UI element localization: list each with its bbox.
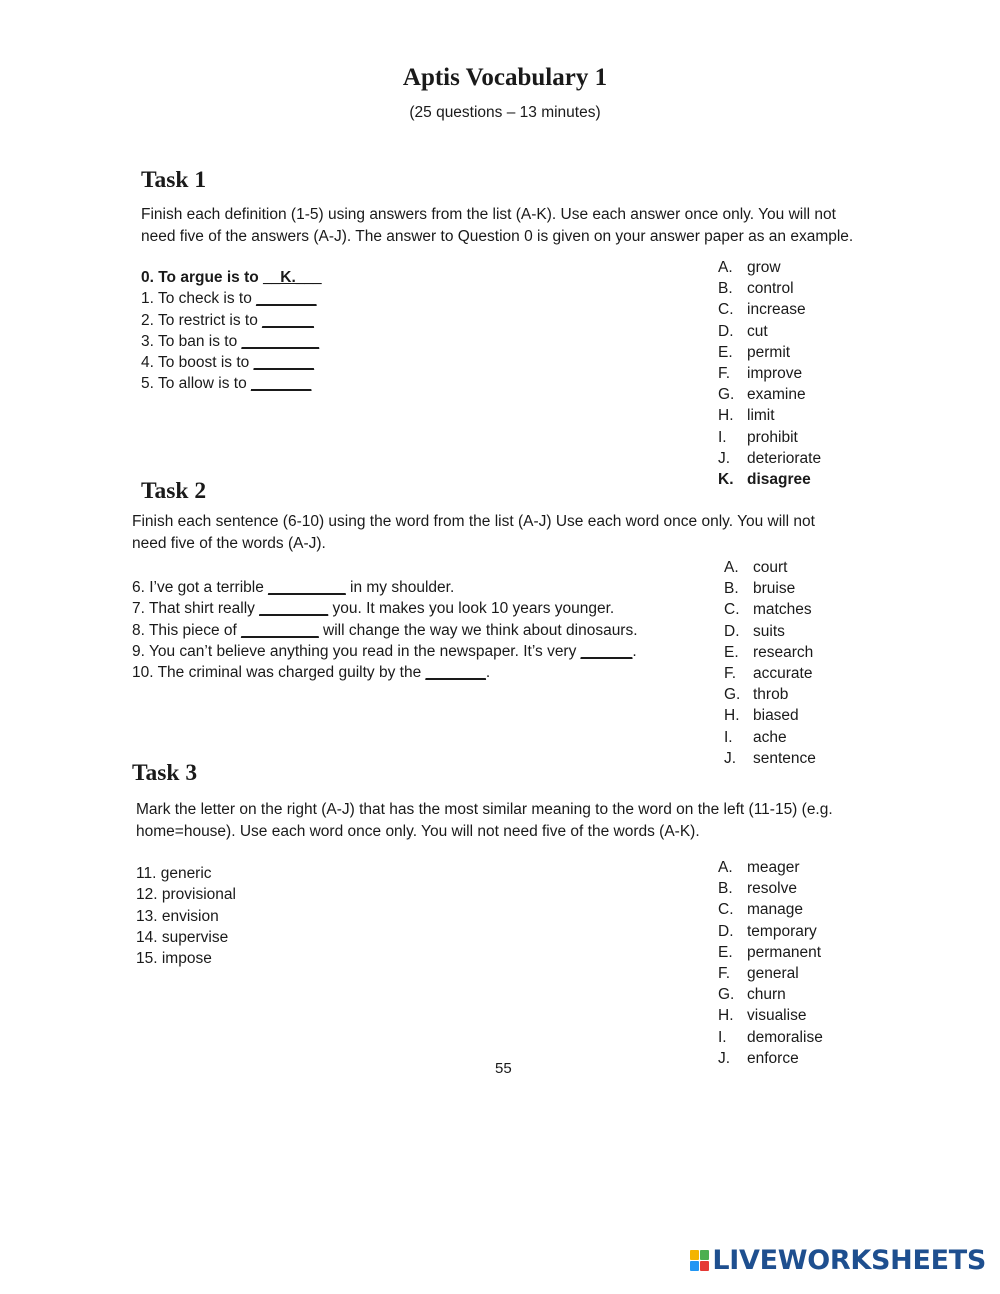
question-item bbox=[136, 906, 236, 927]
option-word: cut bbox=[747, 322, 768, 340]
question-text: 12. provisional bbox=[136, 886, 236, 904]
option-item bbox=[724, 684, 816, 705]
logo-square bbox=[700, 1250, 709, 1260]
option-letter: J. bbox=[718, 449, 731, 467]
page-title: Aptis Vocabulary 1 bbox=[402, 64, 608, 91]
option-item bbox=[718, 384, 821, 405]
option-word: general bbox=[747, 965, 799, 983]
option-item bbox=[718, 427, 821, 448]
option-word: ache bbox=[753, 728, 787, 746]
answer-blank[interactable]: _______ bbox=[425, 664, 486, 682]
option-letter: E. bbox=[718, 343, 733, 361]
question-text: 15. impose bbox=[136, 950, 212, 968]
task1-option-list bbox=[718, 257, 821, 490]
answer-blank[interactable]: __K.___ bbox=[263, 269, 322, 286]
question-item bbox=[141, 267, 322, 288]
option-letter: H. bbox=[724, 707, 740, 725]
option-word: grow bbox=[747, 259, 781, 276]
question-item bbox=[132, 662, 638, 683]
option-item bbox=[718, 405, 821, 426]
question-text: 5. To allow is to bbox=[141, 375, 251, 393]
option-letter: F. bbox=[718, 965, 731, 983]
question-item bbox=[132, 641, 638, 662]
question-text-end: . bbox=[632, 642, 637, 660]
option-item bbox=[724, 621, 816, 642]
option-word: permit bbox=[747, 343, 791, 361]
option-item bbox=[718, 321, 821, 342]
answer-blank[interactable]: _______ bbox=[253, 354, 314, 372]
option-letter: F. bbox=[718, 365, 731, 383]
question-text: 2. To restrict is to bbox=[141, 311, 263, 329]
option-word: increase bbox=[747, 301, 806, 319]
option-item bbox=[718, 984, 823, 1005]
question-text: 6. I’ve got a terrible bbox=[132, 579, 269, 596]
question-text: 4. To boost is to bbox=[141, 354, 254, 372]
option-word: disagree bbox=[747, 471, 811, 489]
option-letter: B. bbox=[718, 280, 733, 298]
question-text: 13. envision bbox=[136, 907, 219, 925]
question-text: 14. supervise bbox=[136, 928, 229, 946]
liveworksheets-logo-text: LIVEWORKSHEETS bbox=[712, 1245, 986, 1276]
option-word: resolve bbox=[747, 880, 797, 898]
option-letter: E. bbox=[724, 643, 739, 661]
option-word: control bbox=[747, 280, 794, 298]
option-word: visualise bbox=[747, 1007, 807, 1025]
option-letter: J. bbox=[724, 749, 737, 767]
option-word: examine bbox=[747, 386, 806, 404]
task3-option-list bbox=[718, 857, 823, 1069]
question-item bbox=[141, 373, 322, 394]
option-word: temporary bbox=[747, 922, 817, 940]
task1-question-list bbox=[141, 267, 322, 395]
option-word: meager bbox=[747, 859, 800, 876]
question-text: 1. To check is to bbox=[141, 290, 257, 308]
question-item bbox=[141, 331, 322, 352]
answer-blank[interactable]: ______ bbox=[262, 311, 314, 329]
option-letter: D. bbox=[718, 922, 734, 940]
option-letter: B. bbox=[724, 580, 739, 598]
task3-heading: Task 3 bbox=[132, 760, 198, 786]
logo-square bbox=[700, 1261, 709, 1271]
question-item bbox=[132, 620, 638, 641]
option-word: bruise bbox=[753, 580, 796, 598]
question-text-end: . bbox=[485, 664, 491, 682]
option-letter: G. bbox=[718, 986, 735, 1004]
answer-blank[interactable]: _______ bbox=[256, 290, 317, 308]
option-item bbox=[718, 857, 823, 878]
option-letter: G. bbox=[724, 686, 741, 704]
option-word: permanent bbox=[747, 943, 822, 961]
option-letter: A. bbox=[718, 259, 733, 276]
question-text: 7. That shirt really bbox=[132, 600, 260, 618]
option-item bbox=[724, 642, 816, 663]
option-item bbox=[724, 705, 816, 726]
option-word: churn bbox=[747, 986, 786, 1004]
option-letter: B. bbox=[718, 880, 733, 898]
task3-instructions: Mark the letter on the right (A-J) that has the most similar meaning to the word on the left (11-15) (e.g. home=house). Use each word once only. You will not need five of the words (A-K). bbox=[136, 801, 833, 840]
task1-heading: Task 1 bbox=[141, 167, 207, 193]
question-item bbox=[136, 927, 236, 948]
option-word: prohibit bbox=[747, 428, 798, 446]
question-item bbox=[136, 863, 236, 884]
option-item bbox=[724, 663, 816, 684]
option-word: matches bbox=[753, 601, 812, 619]
liveworksheets-logo bbox=[690, 1245, 986, 1276]
option-letter: A. bbox=[724, 559, 739, 576]
answer-blank[interactable]: _________ bbox=[268, 579, 346, 596]
logo-square bbox=[690, 1250, 699, 1260]
question-text: 0. To argue is to bbox=[141, 269, 264, 286]
question-text: 3. To ban is to bbox=[141, 332, 242, 350]
option-letter: A. bbox=[718, 859, 733, 876]
option-letter: E. bbox=[718, 943, 733, 961]
option-item bbox=[718, 921, 823, 942]
question-item bbox=[141, 352, 322, 373]
question-item bbox=[141, 310, 322, 331]
option-letter: I. bbox=[724, 728, 733, 746]
option-letter: D. bbox=[724, 622, 740, 640]
option-letter: C. bbox=[724, 601, 740, 619]
answer-blank[interactable]: ______ bbox=[580, 642, 633, 660]
option-word: sentence bbox=[753, 749, 816, 767]
page-number: 55 bbox=[495, 1060, 512, 1077]
option-letter: I. bbox=[718, 428, 727, 446]
option-letter: C. bbox=[718, 901, 734, 919]
option-word: demoralise bbox=[747, 1028, 823, 1046]
option-word: throb bbox=[753, 686, 789, 704]
task2-heading: Task 2 bbox=[141, 478, 207, 504]
question-item bbox=[141, 288, 322, 309]
page-subtitle: (25 questions – 13 minutes) bbox=[409, 104, 601, 121]
question-text-end: you. It makes you look 10 years younger. bbox=[328, 600, 615, 618]
option-word: manage bbox=[747, 901, 804, 919]
answer-blank[interactable]: _______ bbox=[251, 375, 312, 393]
option-item bbox=[718, 942, 823, 963]
option-word: accurate bbox=[753, 665, 813, 683]
option-word: improve bbox=[747, 365, 803, 383]
option-word: deteriorate bbox=[747, 449, 822, 467]
option-item bbox=[724, 557, 816, 578]
option-letter: G. bbox=[718, 386, 735, 404]
task2-option-list bbox=[724, 557, 816, 769]
option-item bbox=[718, 448, 821, 469]
option-item bbox=[724, 578, 816, 599]
question-item bbox=[136, 948, 236, 969]
option-item bbox=[718, 878, 823, 899]
option-letter: F. bbox=[724, 665, 737, 683]
answer-blank[interactable]: ________ bbox=[259, 600, 329, 618]
option-word: research bbox=[753, 643, 814, 661]
liveworksheets-logo-icon bbox=[690, 1250, 709, 1271]
option-item bbox=[724, 748, 816, 769]
question-item bbox=[132, 598, 638, 619]
option-word: suits bbox=[753, 622, 785, 640]
option-letter: H. bbox=[718, 407, 734, 425]
logo-square bbox=[690, 1261, 699, 1271]
option-letter: J. bbox=[718, 1049, 731, 1067]
option-item bbox=[718, 1027, 823, 1048]
option-letter: C. bbox=[718, 301, 734, 319]
option-item bbox=[718, 342, 821, 363]
option-letter: D. bbox=[718, 322, 734, 340]
question-text-end: will change the way we think about dinosaurs. bbox=[318, 621, 638, 639]
option-item bbox=[724, 727, 816, 748]
option-item bbox=[718, 899, 823, 920]
option-item bbox=[718, 363, 821, 384]
option-item bbox=[718, 257, 821, 278]
question-text-end: in my shoulder. bbox=[345, 579, 455, 596]
option-item bbox=[724, 599, 816, 620]
task3-question-list bbox=[136, 863, 236, 969]
option-letter: I. bbox=[718, 1028, 727, 1046]
option-letter: K. bbox=[718, 471, 734, 489]
question-item bbox=[132, 577, 638, 598]
option-item bbox=[718, 1048, 823, 1069]
option-word: biased bbox=[753, 707, 799, 725]
question-item bbox=[136, 884, 236, 905]
option-item bbox=[718, 1005, 823, 1026]
option-item bbox=[718, 963, 823, 984]
task2-instructions: Finish each sentence (6-10) using the word from the list (A-J) Use each word once only. You will not need five of the words (A-J). bbox=[132, 513, 815, 552]
option-word: enforce bbox=[747, 1049, 799, 1067]
option-letter: H. bbox=[718, 1007, 734, 1025]
answer-blank[interactable]: _________ bbox=[241, 621, 319, 639]
option-word: limit bbox=[747, 407, 775, 425]
question-text: 9. You can’t believe anything you read in the newspaper. It’s very bbox=[132, 642, 581, 660]
question-text: 10. The criminal was charged guilty by the bbox=[132, 664, 426, 682]
question-text: 8. This piece of bbox=[132, 621, 242, 639]
option-item bbox=[718, 278, 821, 299]
question-text: 11. generic bbox=[136, 865, 212, 882]
option-item bbox=[718, 469, 821, 490]
option-word: court bbox=[753, 559, 788, 576]
answer-blank[interactable]: _________ bbox=[241, 332, 320, 350]
task2-question-list bbox=[132, 577, 638, 683]
option-item bbox=[718, 299, 821, 320]
task1-instructions: Finish each definition (1-5) using answers from the list (A-K). Use each answer once only. You will not need five of the answers (A-J). The answer to Question 0 is given on your answer paper as an example. bbox=[141, 206, 854, 245]
